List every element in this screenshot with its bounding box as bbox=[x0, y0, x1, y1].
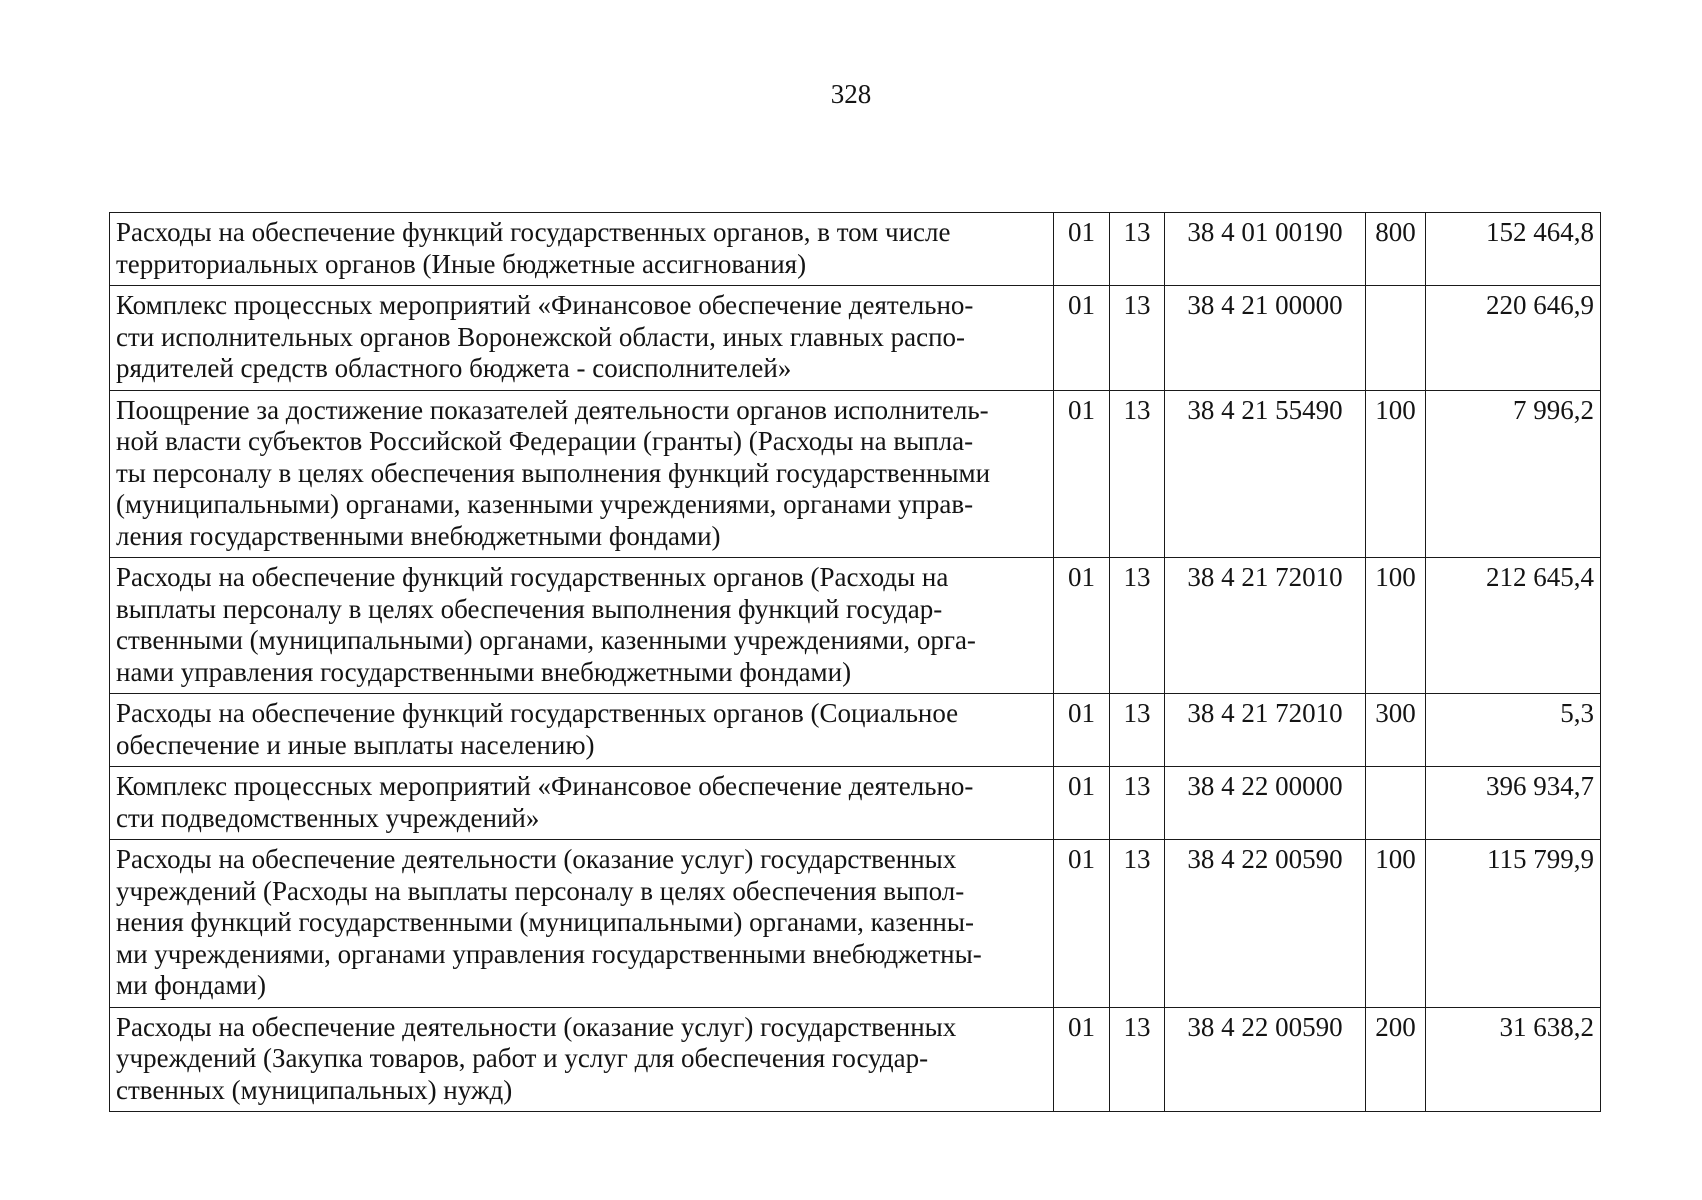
expense-name-line: учреждений (Расходы на выплаты персоналу в целях обеспечения выпол- bbox=[116, 875, 965, 906]
expense-name-line: сти подведомственных учреждений» bbox=[116, 802, 540, 833]
amount-cell: 115 799,9 bbox=[1426, 840, 1601, 1008]
expense-type-code-cell bbox=[1366, 767, 1426, 840]
expense-name-line: выплаты персоналу в целях обеспечения выполнения функций государ- bbox=[116, 593, 943, 624]
subsection-code-cell: 13 bbox=[1110, 840, 1165, 1008]
page-number: 328 bbox=[830, 79, 872, 109]
expense-name-line: нами управления государственными внебюджетными фондами) bbox=[116, 656, 852, 687]
expense-name-line: Расходы на обеспечение деятельности (оказание услуг) государственных bbox=[116, 844, 957, 874]
target-article-code-cell: 38 4 22 00000 bbox=[1165, 767, 1366, 840]
target-article-code-cell: 38 4 21 55490 bbox=[1165, 390, 1366, 558]
table-row bbox=[110, 1007, 1601, 1112]
expense-name-cell bbox=[110, 558, 1054, 694]
expense-name-line: нения функций государственными (муниципальными) органами, казенны- bbox=[116, 907, 974, 937]
table-row bbox=[110, 558, 1601, 694]
expense-name-cell bbox=[110, 286, 1054, 391]
expense-type-code-cell: 100 bbox=[1366, 840, 1426, 1008]
subsection-code-cell: 13 bbox=[1110, 558, 1165, 694]
section-code-cell: 01 bbox=[1054, 1007, 1110, 1112]
section-code-cell: 01 bbox=[1054, 390, 1110, 558]
target-article-code-cell: 38 4 21 00000 bbox=[1165, 286, 1366, 391]
expense-name-line: рядителей средств областного бюджета - соисполнителей» bbox=[116, 353, 792, 383]
amount-cell: 31 638,2 bbox=[1426, 1007, 1601, 1112]
target-article-code-cell: 38 4 22 00590 bbox=[1165, 840, 1366, 1008]
expense-name-line: ления государственными внебюджетными фондами) bbox=[116, 520, 721, 551]
expense-name-line: учреждений (Закупка товаров, работ и услуг для обеспечения государ- bbox=[116, 1043, 929, 1073]
table-row bbox=[110, 840, 1601, 1008]
table-row bbox=[110, 390, 1601, 558]
expense-name-line: обеспечение и иные выплаты населению) bbox=[116, 729, 595, 760]
table-row bbox=[110, 767, 1601, 840]
expense-name-line: Расходы на обеспечение деятельности (оказание услуг) государственных bbox=[116, 1011, 957, 1042]
expense-name-line: Расходы на обеспечение функций государственных органов (Социальное bbox=[116, 698, 959, 728]
expense-type-code-cell: 300 bbox=[1366, 694, 1426, 767]
amount-cell: 212 645,4 bbox=[1426, 558, 1601, 694]
subsection-code-cell: 13 bbox=[1110, 286, 1165, 391]
target-article-code-cell: 38 4 21 72010 bbox=[1165, 694, 1366, 767]
subsection-code-cell: 13 bbox=[1110, 767, 1165, 840]
expense-name-line: сти исполнительных органов Воронежской области, иных главных распо- bbox=[116, 321, 966, 352]
subsection-code-cell: 13 bbox=[1110, 390, 1165, 558]
section-code-cell: 01 bbox=[1054, 558, 1110, 694]
expense-name-cell bbox=[110, 840, 1054, 1008]
subsection-code-cell: 13 bbox=[1110, 694, 1165, 767]
expense-type-code-cell: 100 bbox=[1366, 390, 1426, 558]
subsection-code-cell: 13 bbox=[1110, 1007, 1165, 1112]
target-article-code-cell: 38 4 22 00590 bbox=[1165, 1007, 1366, 1112]
expense-type-code-cell: 100 bbox=[1366, 558, 1426, 694]
expense-name-cell bbox=[110, 767, 1054, 840]
section-code-cell: 01 bbox=[1054, 694, 1110, 767]
expense-type-code-cell: 200 bbox=[1366, 1007, 1426, 1112]
subsection-code-cell: 13 bbox=[1110, 213, 1165, 286]
target-article-code-cell: 38 4 01 00190 bbox=[1165, 213, 1366, 286]
expense-name-cell bbox=[110, 1007, 1054, 1112]
expense-name-line: ной власти субъектов Российской Федерации (гранты) (Расходы на выпла- bbox=[116, 426, 974, 456]
expense-name-line: (муниципальными) органами, казенными учреждениями, органами управ- bbox=[116, 489, 974, 519]
expense-name-line: Комплекс процессных мероприятий «Финансовое обеспечение деятельно- bbox=[116, 290, 974, 320]
section-code-cell: 01 bbox=[1054, 286, 1110, 391]
budget-table bbox=[109, 212, 1601, 1112]
expense-name-cell bbox=[110, 694, 1054, 767]
expense-name-line: Расходы на обеспечение функций государственных органов (Расходы на bbox=[116, 562, 949, 592]
budget-table-body bbox=[110, 213, 1601, 1112]
expense-name-cell bbox=[110, 213, 1054, 286]
amount-cell: 152 464,8 bbox=[1426, 213, 1601, 286]
expense-name-line: Комплекс процессных мероприятий «Финансовое обеспечение деятельно- bbox=[116, 771, 974, 801]
table-row bbox=[110, 213, 1601, 286]
expense-name-line: территориальных органов (Иные бюджетные ассигнования) bbox=[116, 248, 807, 279]
target-article-code-cell: 38 4 21 72010 bbox=[1165, 558, 1366, 694]
section-code-cell: 01 bbox=[1054, 213, 1110, 286]
expense-name-line: ственными (муниципальными) органами, казенными учреждениями, орга- bbox=[116, 625, 976, 655]
expense-name-cell bbox=[110, 390, 1054, 558]
expense-name-line: ми фондами) bbox=[116, 970, 266, 1000]
section-code-cell: 01 bbox=[1054, 767, 1110, 840]
amount-cell: 5,3 bbox=[1426, 694, 1601, 767]
amount-cell: 396 934,7 bbox=[1426, 767, 1601, 840]
amount-cell: 220 646,9 bbox=[1426, 286, 1601, 391]
expense-name-line: Расходы на обеспечение функций государственных органов, в том числе bbox=[116, 217, 951, 247]
expense-name-line: ми учреждениями, органами управления государственными внебюджетны- bbox=[116, 938, 982, 969]
section-code-cell: 01 bbox=[1054, 840, 1110, 1008]
expense-name-line: Поощрение за достижение показателей деятельности органов исполнитель- bbox=[116, 394, 989, 425]
amount-cell: 7 996,2 bbox=[1426, 390, 1601, 558]
table-row bbox=[110, 286, 1601, 391]
expense-name-line: ты персоналу в целях обеспечения выполнения функций государственными bbox=[116, 457, 991, 488]
expense-name-line: ственных (муниципальных) нужд) bbox=[116, 1074, 513, 1105]
expense-type-code-cell bbox=[1366, 286, 1426, 391]
expense-type-code-cell: 800 bbox=[1366, 213, 1426, 286]
table-row bbox=[110, 694, 1601, 767]
